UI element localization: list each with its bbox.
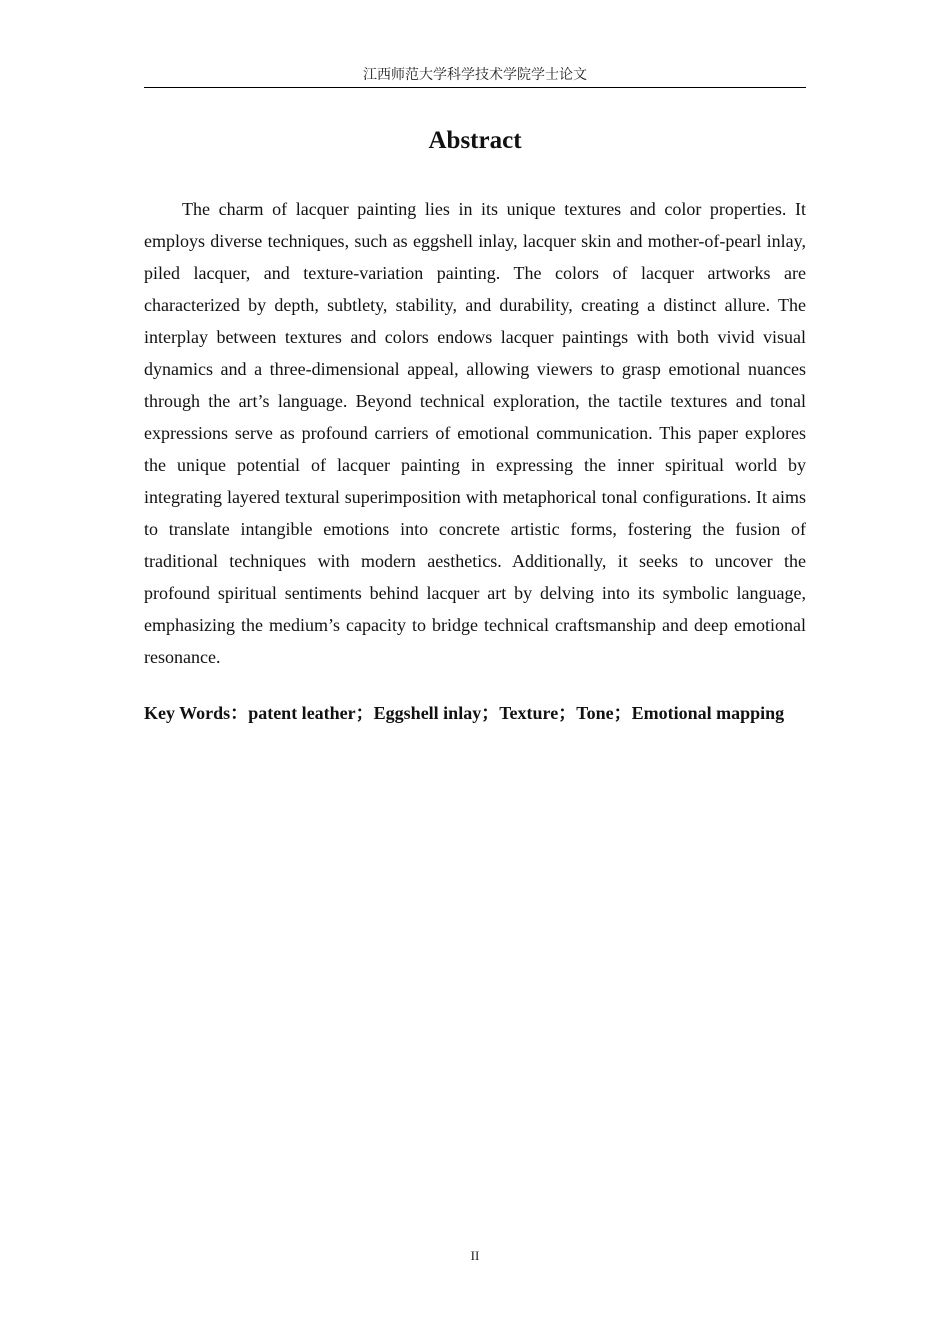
keyword-separator: ； [558, 703, 577, 723]
keywords-label: Key Words： [144, 703, 249, 723]
keywords-line [144, 700, 806, 726]
keyword-separator: ； [481, 703, 500, 723]
keyword: Eggshell inlay [373, 703, 482, 723]
keyword-separator: ； [613, 703, 632, 723]
page-title: Abstract [428, 127, 522, 154]
abstract-paragraph: The charm of lacquer painting lies in its unique textures and color properties. It employs diverse techniques, such as eggshell inlay, lacquer skin and mother-of-pearl inlay, piled lacquer, and texture-variation painting. The colors of lacquer artworks are characterized by depth, subtlety, stability, and durability, creating a distinct allure. The interplay between textures and colors endows lacquer paintings with both vivid visual dynamics and a three-dimensional appeal, allowing viewers to grasp emotional nuances through the art’s language. Beyond technical exploration, the tactile textures and tonal expressions serve as profound carriers of emotional communication. This paper explores the unique potential of lacquer painting in expressing the inner spiritual world by integrating layered textural superimposition with metaphorical tonal configurations. It aims to translate intangible emotions into concrete artistic forms, fostering the fusion of traditional techniques with modern aesthetics. Additionally, it seeks to uncover the profound spiritual sentiments behind lacquer art by delving into its symbolic language, emphasizing the medium’s capacity to bridge technical craftsmanship and deep emotional resonance. [144, 199, 806, 667]
keyword: Texture [499, 703, 559, 723]
running-header: 江西师范大学科学技术学院学士论文 [363, 67, 587, 83]
keyword: Emotional mapping [631, 703, 785, 723]
header-divider [144, 87, 806, 88]
keyword-separator: ； [355, 703, 374, 723]
keyword: patent leather [248, 703, 356, 723]
keyword: Tone [576, 703, 614, 723]
page-number: II [470, 1248, 480, 1263]
